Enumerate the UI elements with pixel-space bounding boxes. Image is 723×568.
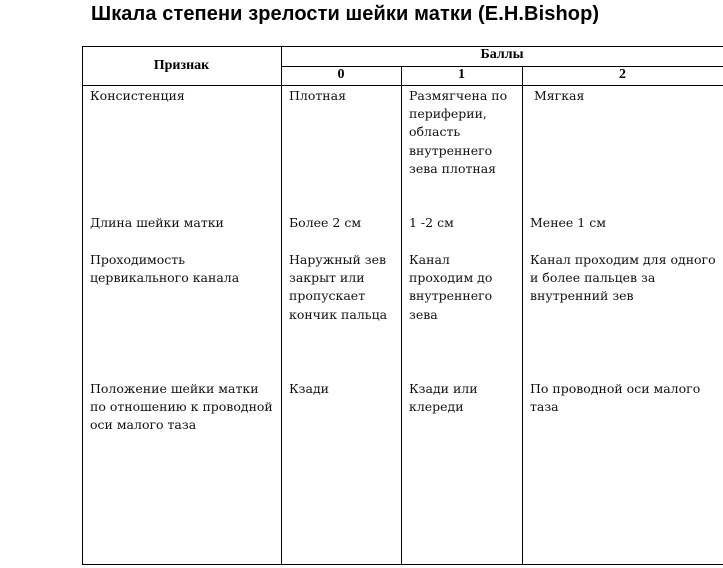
- row-patency-score-1: Канал проходим до внутреннего зева: [409, 252, 493, 322]
- page-title: Шкала степени зрелости шейки матки (Е.Н.Bishop): [91, 3, 600, 25]
- table-left-border: [82, 46, 83, 565]
- row-length-score-0: Более 2 см: [289, 215, 362, 230]
- row-consistency-score-2: Мягкая: [534, 88, 585, 103]
- col-divider-1: [401, 66, 402, 565]
- header-score-2: 2: [619, 67, 626, 82]
- header-score-0: 0: [337, 67, 345, 82]
- col-divider-0: [281, 46, 282, 565]
- header-bottom-border: [82, 85, 723, 86]
- row-patency-score-2: Канал проходим для одного и более пальцев за внутренний зев: [530, 252, 716, 304]
- row-patency-feature: Проходимость цервикального канала: [90, 252, 240, 286]
- row-consistency-score-0: Плотная: [289, 88, 346, 103]
- header-points: Баллы: [480, 47, 524, 62]
- row-position-score-1: Кзади или клереди: [409, 381, 478, 415]
- row-position-score-0: Кзади: [289, 381, 329, 396]
- header-feature: Признак: [153, 58, 210, 73]
- row-length-score-1: 1 -2 см: [409, 215, 454, 230]
- row-patency-score-0: Наружный зев закрыт или пропускает кончик пальца: [289, 252, 388, 322]
- row-position-score-2: По проводной оси малого таза: [530, 381, 701, 415]
- row-length-feature: Длина шейки матки: [90, 215, 224, 230]
- header-score-1: 1: [458, 67, 465, 82]
- row-length-score-2: Менее 1 см: [530, 215, 606, 230]
- table-bottom-border: [82, 564, 723, 565]
- row-consistency-score-1: Размягчена по периферии, область внутреннего зева плотная: [409, 88, 508, 176]
- row-consistency-feature: Консистенция: [90, 88, 185, 103]
- col-divider-2: [522, 66, 523, 565]
- row-position-feature: Положение шейки матки по отношению к проводной оси малого таза: [90, 381, 273, 433]
